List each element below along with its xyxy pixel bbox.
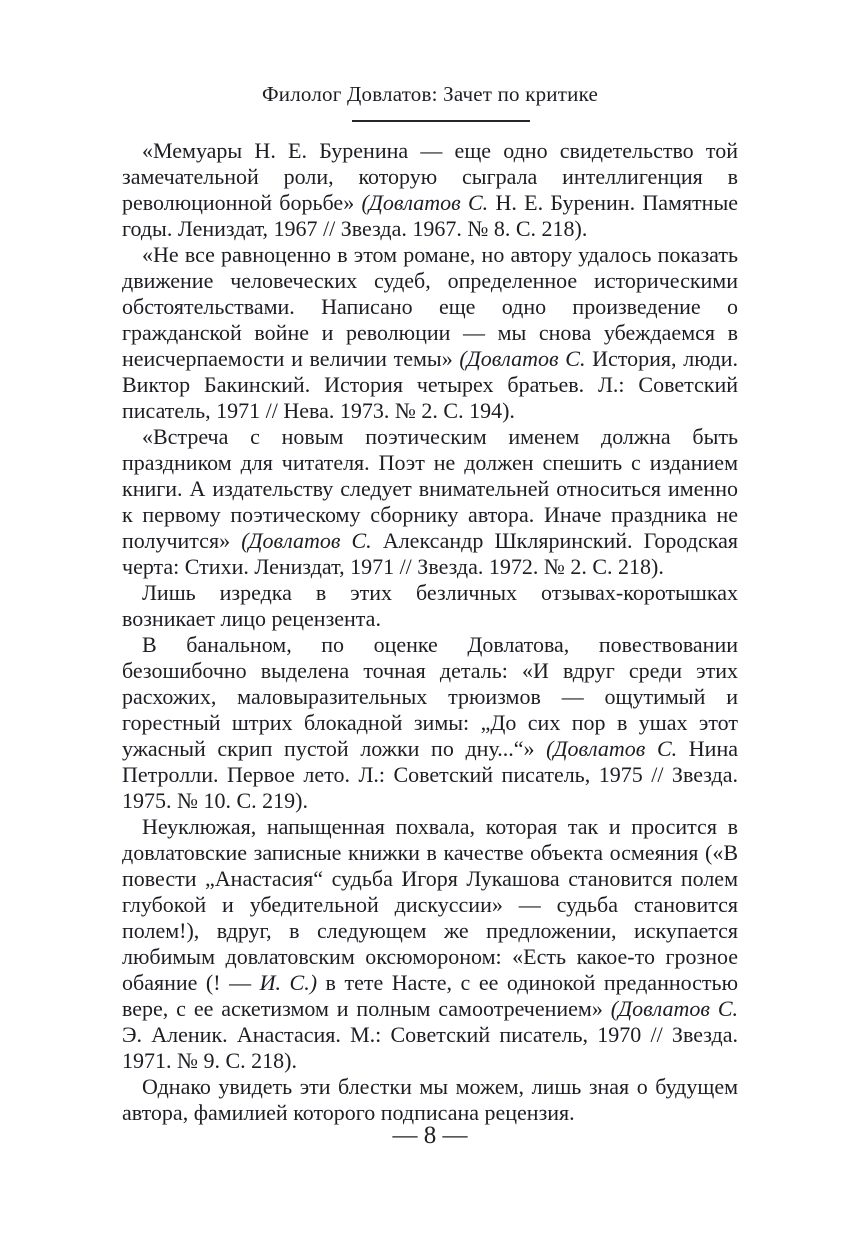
paragraph (122, 632, 738, 814)
paragraph (122, 424, 738, 580)
citation-italic-run: (Довлатов С. (610, 996, 738, 1021)
page-body (122, 138, 738, 1126)
citation-italic-run: (Довлатов С. (241, 528, 372, 553)
running-header (122, 82, 738, 107)
text-run: Лишь изредка в этих безличных отзывах-коротышках возникает лицо рецензента. (122, 580, 738, 631)
header-divider-rule (352, 120, 530, 122)
page-number: — 8 — (392, 1122, 468, 1149)
text-run: Нина Петролли. Первое лето. Л.: Советский писатель, 1975 // Звезда. 1975. № 10. С. 219). (122, 736, 738, 813)
paragraph (122, 580, 738, 632)
text-run: Александр Шкляринский. Городская черта: Стихи. Лениздат, 1971 // Звезда. 1972. № 2. С. 218). (122, 528, 738, 579)
text-run: Н. Е. Буренин. Памятные годы. Лениздат, 1967 // Звезда. 1967. № 8. С. 218). (122, 190, 738, 241)
paragraph (122, 814, 738, 1074)
citation-italic-run: (Довлатов С. (546, 736, 678, 761)
text-run: История, люди. Виктор Бакинский. История четырех братьев. Л.: Советский писатель, 1971 // Нева. 1973. № 2. С. 194). (122, 346, 738, 423)
text-run: «Встреча с новым поэтическим именем должна быть праздником для читателя. Поэт не должен спешить с изданием книги. А издательству следует внимательней относиться именно к первому поэтическому сборнику автора. Иначе праздника не получится» (122, 424, 738, 553)
text-run: «Мемуары Н. Е. Буренина — еще одно свидетельство той замечательной роли, которую сыграла интеллигенция в революционной борьбе» (122, 138, 738, 215)
text-run: в тете Насте, с ее одинокой преданностью вере, с ее аскетизмом и полным самоотречением» (122, 970, 739, 1021)
page-footer (122, 1122, 738, 1150)
text-run: В банальном, по оценке Довлатова, повествовании безошибочно выделена точная деталь: «И вдруг среди этих расхожих, маловыразительных трюизмов — ощутимый и горестный штрих блокадной зимы: „До сих пор в ушах этот ужасный скрип пустой ложки по дну...“» (122, 632, 738, 761)
text-run: Э. Аленик. Анастасия. М.: Советский писатель, 1970 // Звезда. 1971. № 9. С. 218). (122, 1022, 738, 1073)
text-run: Однако увидеть эти блестки мы можем, лишь зная о будущем автора, фамилией которого подписана рецензия. (122, 1074, 738, 1125)
running-header-title: Филолог Довлатов: Зачет по критике (262, 82, 598, 106)
text-run: Неуклюжая, напыщенная похвала, которая так и просится в довлатовские записные книжки в качестве объекта осмеяния («В повести „Анастасия“ судьба Игоря Лукашова становится полем глубокой и убедительной дискуссии» — судьба становится полем!), вдруг, в следующем же предложении, искупается любимым довлатовским оксюмороном: «Есть какое-то грозное обаяние (! — (122, 814, 738, 995)
paragraph (122, 242, 738, 424)
paragraph (122, 138, 738, 242)
paragraph (122, 1074, 738, 1126)
text-run: «Не все равноценно в этом романе, но автору удалось показать движение человеческих судеб, определенное историческими обстоятельствами. Написано еще одно произведение о гражданской войне и революции — мы снова убеждаемся в неисчерпаемости и величии темы» (122, 242, 738, 371)
citation-italic-run: (Довлатов С. (459, 346, 586, 371)
citation-italic-run: (Довлатов С. (361, 190, 489, 215)
citation-italic-run: И. С.) (259, 970, 318, 995)
